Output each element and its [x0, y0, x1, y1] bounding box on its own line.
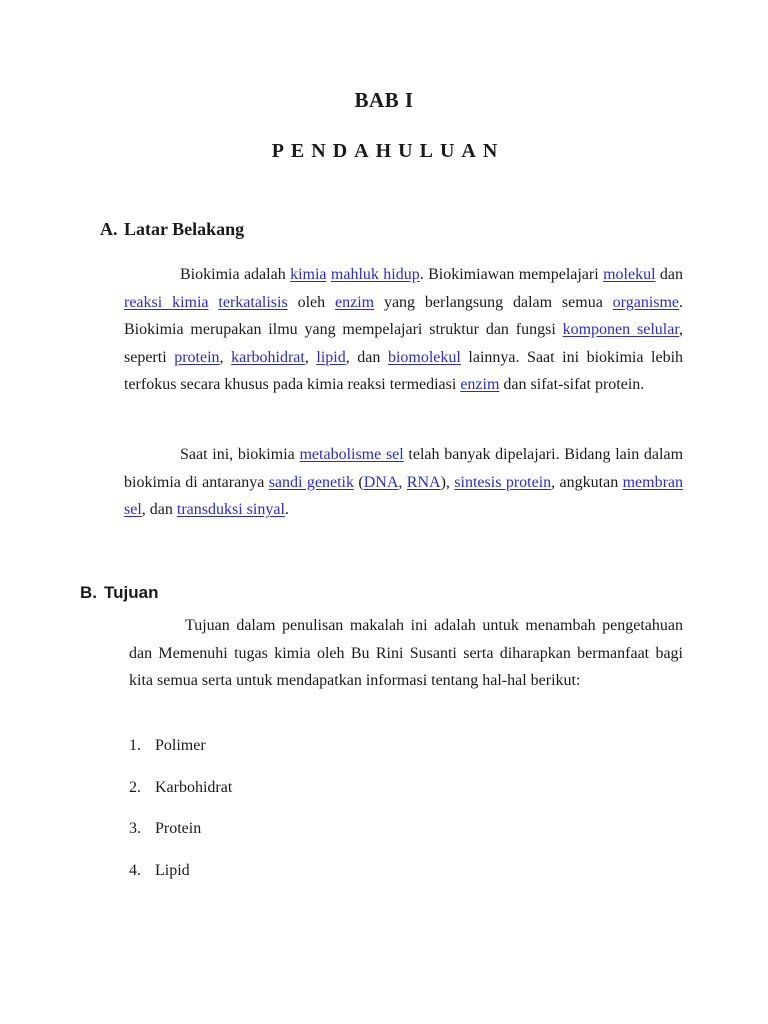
text-run: , angkutan: [551, 473, 623, 491]
hyperlink-membran-sel[interactable]: membran sel: [124, 473, 684, 518]
list-item: [129, 735, 232, 777]
text-run: dan: [655, 266, 684, 283]
list-number: 2.: [129, 778, 141, 796]
section-number: A.: [100, 219, 118, 239]
list-number: 1.: [129, 737, 141, 754]
text-run: (: [353, 473, 364, 491]
topic-list: [129, 735, 232, 901]
hyperlink-transduksi-sinyal[interactable]: transduksi sinyal: [176, 501, 285, 518]
text-run: dan sifat-sifat protein.: [499, 376, 645, 393]
list-text: Polimer: [155, 737, 206, 754]
hyperlink-karbohidrat[interactable]: karbohidrat: [231, 348, 305, 366]
section-title: Tujuan: [104, 583, 159, 602]
text-run: [209, 294, 219, 311]
text-run: ),: [440, 473, 455, 491]
list-item: [129, 860, 232, 902]
list-text: Lipid: [155, 861, 190, 879]
text-run: Saat ini, biokimia: [180, 446, 300, 463]
hyperlink-enzim[interactable]: enzim: [460, 376, 500, 393]
text-run: ,: [219, 348, 232, 366]
text-run: yang berlangsung dalam semua: [374, 293, 613, 311]
hyperlink-protein[interactable]: protein: [174, 348, 220, 366]
hyperlink-sintesis-protein[interactable]: sintesis protein: [454, 473, 552, 491]
section-heading-latar-belakang: [100, 219, 244, 240]
text-run: ,: [304, 348, 317, 366]
text-run: lainnya. Saat ini biokimia lebih terfokus secara khusus pada kimia reaksi termediasi: [124, 348, 684, 393]
hyperlink-lipid[interactable]: lipid: [316, 348, 346, 366]
hyperlink-mahluk-hidup[interactable]: mahluk hidup: [330, 266, 420, 283]
hyperlink-komponen-selular[interactable]: komponen selular: [562, 321, 680, 338]
list-item: [129, 777, 232, 819]
text-run: telah banyak dipelajari. Bidang lain dalam biokimia di antaranya: [124, 446, 684, 491]
text-run: . Biokimia merupakan ilmu yang mempelajari struktur dan fungsi: [124, 293, 684, 338]
text-run: , dan: [141, 501, 177, 518]
hyperlink-organisme[interactable]: organisme: [612, 293, 680, 311]
hyperlink-kimia[interactable]: kimia: [290, 266, 327, 283]
text-run: oleh: [287, 293, 335, 311]
hyperlink-reaksi-kimia[interactable]: reaksi kimia: [124, 293, 209, 311]
hyperlink-molekul[interactable]: molekul: [603, 266, 656, 283]
list-item: [129, 818, 232, 860]
list-number: 4.: [129, 861, 141, 879]
text-run: , dan: [345, 348, 388, 366]
text-run: Biokimia adalah: [180, 266, 291, 283]
list-text: Protein: [155, 820, 202, 837]
hyperlink-dna[interactable]: DNA: [363, 473, 399, 491]
hyperlink-enzim[interactable]: enzim: [334, 293, 375, 311]
section-number: B.: [80, 583, 97, 602]
text-run: ,: [398, 473, 407, 491]
list-text: Karbohidrat: [155, 778, 233, 796]
hyperlink-sandi-genetik[interactable]: sandi genetik: [268, 473, 354, 491]
paragraph-biokimia-fields: [124, 441, 683, 524]
chapter-title: BAB I: [354, 88, 414, 112]
paragraph-tujuan: [129, 612, 683, 695]
list-number: 3.: [129, 820, 141, 837]
text-run: Tujuan dalam penulisan makalah ini adalah untuk menambah pengetahuan dan Memenuhi tugas kimia oleh Bu Rini Susanti serta diharapkan bermanfaat bagi kita semua serta untuk mendapatkan informasi tentang hal-hal berikut:: [129, 617, 683, 689]
section-title: Latar Belakang: [124, 219, 245, 239]
text-run: . Biokimiawan mempelajari: [419, 266, 604, 283]
paragraph-biokimia-definition: [124, 261, 683, 399]
hyperlink-rna[interactable]: RNA: [406, 473, 441, 491]
hyperlink-terkatalisis[interactable]: terkatalisis: [218, 293, 288, 311]
hyperlink-metabolisme-sel[interactable]: metabolisme sel: [299, 446, 404, 463]
hyperlink-biomolekul[interactable]: biomolekul: [387, 348, 461, 366]
chapter-subtitle: PENDAHULUAN: [271, 140, 505, 162]
text-run: .: [284, 501, 289, 518]
text-run: , seperti: [124, 321, 684, 366]
section-heading-tujuan: [80, 583, 158, 603]
